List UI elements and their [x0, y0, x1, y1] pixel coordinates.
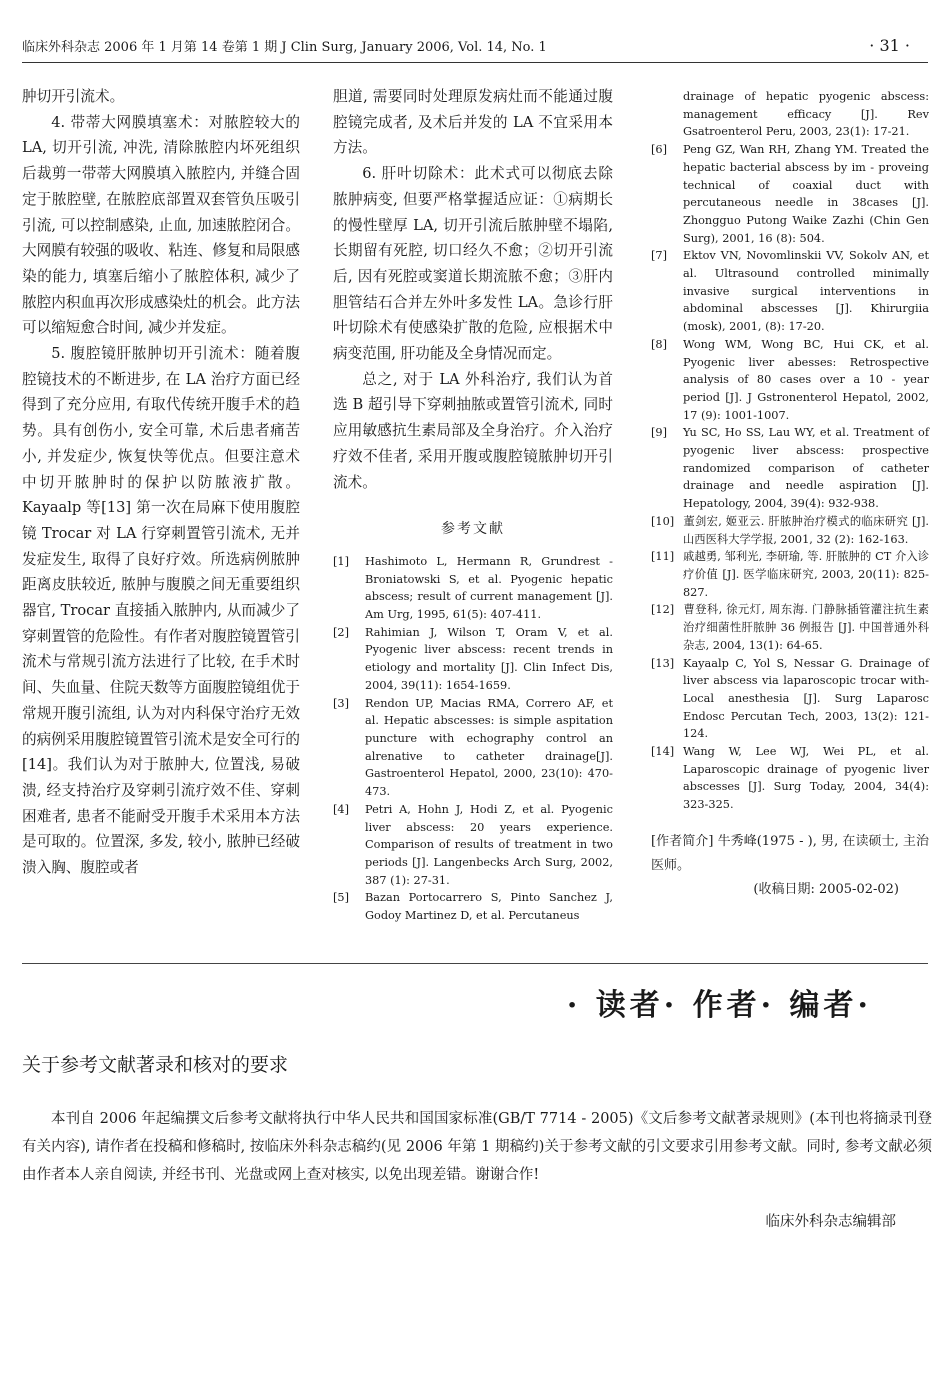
reference-text: Wong WM, Wong BC, Hui CK, et al. Pyogenic liver abesses: Retrospective analysis of 80 cases over a 10 - year period [J]. J Gstronenterol Hepatol, 2002, 17 (9): 1001-1007. — [683, 337, 929, 422]
reference-number: [1] — [333, 554, 350, 568]
references-heading: 参考文献 — [441, 521, 505, 538]
reference-item — [333, 801, 613, 890]
notice-title: 关于参考文献著录和核对的要求 — [22, 1054, 289, 1076]
reference-list — [651, 88, 929, 814]
author-bio: [作者简介] 牛秀峰(1975 - ), 男, 在读硕士, 主治医师。 — [651, 833, 929, 873]
section-divider — [22, 963, 928, 964]
reference-number: [5] — [333, 891, 350, 905]
reference-number: [6] — [651, 143, 668, 157]
reference-item — [333, 889, 613, 924]
reference-text: Petri A, Hohn J, Hodi Z, et al. Pyogenic liver abscess: 20 years experience. Comparison of results of treatment in two periods [J]. Langenbecks Arch Surg, 2002, 387 (1): 27-31. — [365, 802, 613, 887]
reference-text: 曹登科, 徐元灯, 周东海. 门静脉插管灌注抗生素治疗细菌性肝脓肿 36 例报告 [J]. 中国普通外科杂志, 2004, 13(1): 64-65. — [683, 603, 929, 652]
reference-number: [2] — [333, 625, 350, 639]
reference-item — [651, 601, 929, 654]
reference-number: [14] — [651, 745, 675, 759]
reference-text: Wang W, Lee WJ, Wei PL, et al. Laparoscopic drainage of pyogenic liver abscesses [J]. Surg Today, 2004, 34(4): 323-325. — [683, 745, 929, 812]
reference-number: [12] — [651, 603, 675, 617]
reference-text: Rahimian J, Wilson T, Oram V, et al. Pyogenic liver abscess: recent trends in etiology and mortality [J]. Clin Infect Dis, 2004, 39(11): 1654-1659. — [365, 625, 613, 692]
paragraph: 6. 肝叶切除术：此术式可以彻底去除脓肿病变, 但要严格掌握适应证：①病期长的慢性壁厚 LA, 切开引流后脓肿壁不塌陷, 长期留有死腔, 切口经久不愈；②切开引流后, 因有死腔或窦道长期流脓不愈；③肝内胆管结石合并左外叶多发性 LA。急诊行肝叶切除术有使感染扩散的危险, 应根据术中病变范围, 肝功能及全身情况而定。 — [333, 165, 613, 363]
reference-text: Bazan Portocarrero S, Pinto Sanchez J, Godoy Martinez D, et al. Percutaneus — [365, 891, 613, 923]
reference-text: Rendon UP, Macias RMA, Correro AF, et al. Hepatic abscesses: is simple aspitation puncture with echography control an alrenative to catheter drainage[J]. Gastroenterol Hepatol, 2000, 23(10): 470-473. — [365, 696, 613, 799]
reference-item — [651, 655, 929, 744]
reference-text: 董剑宏, 姬亚云. 肝脓肿治疗模式的临床研究 [J]. 山西医科大学学报, 2001, 32 (2): 162-163. — [683, 514, 929, 546]
column-2 — [333, 84, 613, 925]
paragraph: 4. 带蒂大网膜填塞术：对脓腔较大的 LA, 切开引流, 冲洗, 清除脓腔内坏死组织后裁剪一带蒂大网膜填入脓腔内, 并缝合固定于脓腔壁, 在脓腔底部置双套管负压吸引引流, 可以控制感染, 止血, 加速脓腔闭合。大网膜有较强的吸收、粘连、修复和局限感染的能力, 填塞后缩小了脓腔体积, 减少了脓腔内积血再次形成感染灶的机会。此方法可以缩短愈合时间, 减少并发症。 — [22, 113, 300, 337]
notice-signature: 临床外科杂志编辑部 — [765, 1214, 896, 1230]
reference-text: Hashimoto L, Hermann R, Grundrest - Broniatowski S, et al. Pyogenic hepatic abscess; result of current management [J]. Am Urg, 1995, 61(5): 407-411. — [365, 554, 613, 622]
received-date: (收稿日期: 2005-02-02) — [753, 881, 899, 897]
reference-number: [13] — [651, 656, 675, 670]
paragraph: 肿切开引流术。 — [22, 88, 125, 105]
reference-item — [333, 553, 613, 624]
reference-item — [651, 548, 929, 601]
paragraph: 胆道, 需要同时处理原发病灶而不能通过腹腔镜完成者, 及术后并发的 LA 不宜采用本方法。 — [333, 88, 613, 157]
column-1 — [22, 84, 300, 881]
reference-text: Yu SC, Ho SS, Lau WY, et al. Treatment of pyogenic liver abscess: prospective randomized comparison of catheter drainage and needle aspiration [J]. Hepatology, 2004, 39(4): 932-938. — [683, 426, 929, 511]
reference-number: [3] — [333, 696, 350, 710]
reference-item — [651, 88, 929, 141]
reference-number: [9] — [651, 426, 668, 440]
reference-item — [651, 141, 929, 247]
page-number: · 31 · — [869, 36, 910, 55]
reference-list — [333, 553, 613, 925]
running-header — [22, 38, 928, 63]
reference-item — [651, 424, 929, 513]
reference-number: [11] — [651, 550, 675, 564]
reference-text: Ektov VN, Novomlinskii VV, Sokolv AN, et al. Ultrasound controlled minimally invasive surgical interventions in abdominal abscesses [J]. Khirurgiia (mosk), 2001, (8): 17-20. — [683, 249, 929, 334]
paragraph: 5. 腹腔镜肝脓肿切开引流术：随着腹腔镜技术的不断进步, 在 LA 治疗方面已经得到了充分应用, 有取代传统开腹手术的趋势。具有创伤小, 安全可靠, 术后患者痛苦小, 并发症少, 恢复快等优点。但要注意术中切开脓肿时的保护以防脓液扩散。Kayaalp 等[13] 第一次在局麻下使用腹腔镜 Trocar 对 LA 行穿刺置管引流术, 无并发症发生, 取得了良好疗效。所选病例脓肿距离皮肤较近, 脓肿与腹膜之间无重要组织器官, Trocar 直接插入脓肿内, 从而减少了穿刺置管的危险性。有作者对腹腔镜置管引流术与常规引流方法进行了比较, 在手术时间、失血量、住院天数等方面腹腔镜组优于常规开腹引流组, 认为对内科保守治疗无效的病例采用腹腔镜置管引流术是安全可行的[14]。我们认为对于脓肿大, 位置浅, 易破溃, 经支持治疗及穿刺引流疗效不佳、穿刺困难者, 患者不能耐受开腹手术采用本方法是可取的。位置深, 多发, 较小, 脓肿已经破溃入胸、腹腔或者 — [22, 345, 300, 877]
notice-body: 本刊自 2006 年起编撰文后参考文献将执行中华人民共和国国家标准(GB/T 7714 - 2005)《文后参考文献著录规则》(本刊也将摘录刊登有关内容), 请作者在投稿和修稿时, 按临床外科杂志稿约(见 2006 年第 1 期稿约)关于参考文献的引文要求引用参考文献。同时, 参考文献必须由作者本人亲自阅读, 并经书刊、光盘或网上查对核实, 以免出现差错。谢谢合作! — [22, 1111, 932, 1183]
reference-number: [7] — [651, 249, 668, 263]
reference-text: Kayaalp C, Yol S, Nessar G. Drainage of liver abscess via laparoscopic trocar with- Local anesthesia [J]. Surg Laparosc Endosc Percutan Tech, 2003, 13(2): 121-124. — [683, 656, 929, 741]
paragraph: 总之, 对于 LA 外科治疗, 我们认为首选 B 超引导下穿刺抽脓或置管引流术, 同时应用敏感抗生素局部及全身治疗。介入治疗疗效不佳者, 采用开腹或腹腔镜脓肿切开引流术。 — [333, 370, 613, 491]
reference-number: [10] — [651, 514, 675, 528]
reference-text: Peng GZ, Wan RH, Zhang YM. Treated the hepatic bacterial abscess by im - proveing technical of coaxial duct with percutaneous needle in 38cases [J]. Zhongguo Putong Waike Zazhi (Chin Gen Surg), 2001, 16 (8): 504. — [683, 143, 929, 245]
reference-text: 戚越勇, 邹利光, 李研瑜, 等. 肝脓肿的 CT 介入诊疗价值 [J]. 医学临床研究, 2003, 20(11): 825-827. — [683, 550, 929, 599]
reference-item — [651, 743, 929, 814]
reference-item — [651, 336, 929, 425]
reference-number: [8] — [651, 337, 668, 351]
reference-number: [4] — [333, 802, 350, 816]
reference-item — [333, 695, 613, 801]
reference-item — [333, 624, 613, 695]
section-title: · 读者· 作者· 编者· — [566, 988, 872, 1023]
reference-item — [651, 513, 929, 548]
journal-citation: 临床外科杂志 2006 年 1 月第 14 卷第 1 期 J Clin Surg, January 2006, Vol. 14, No. 1 — [22, 40, 547, 55]
column-3 — [651, 88, 929, 902]
reference-item — [651, 247, 929, 336]
reference-text: drainage of hepatic pyogenic abscess: management efficacy [J]. Rev Gsatroenterol Peru, 2003, 23(1): 17-21. — [683, 90, 929, 139]
